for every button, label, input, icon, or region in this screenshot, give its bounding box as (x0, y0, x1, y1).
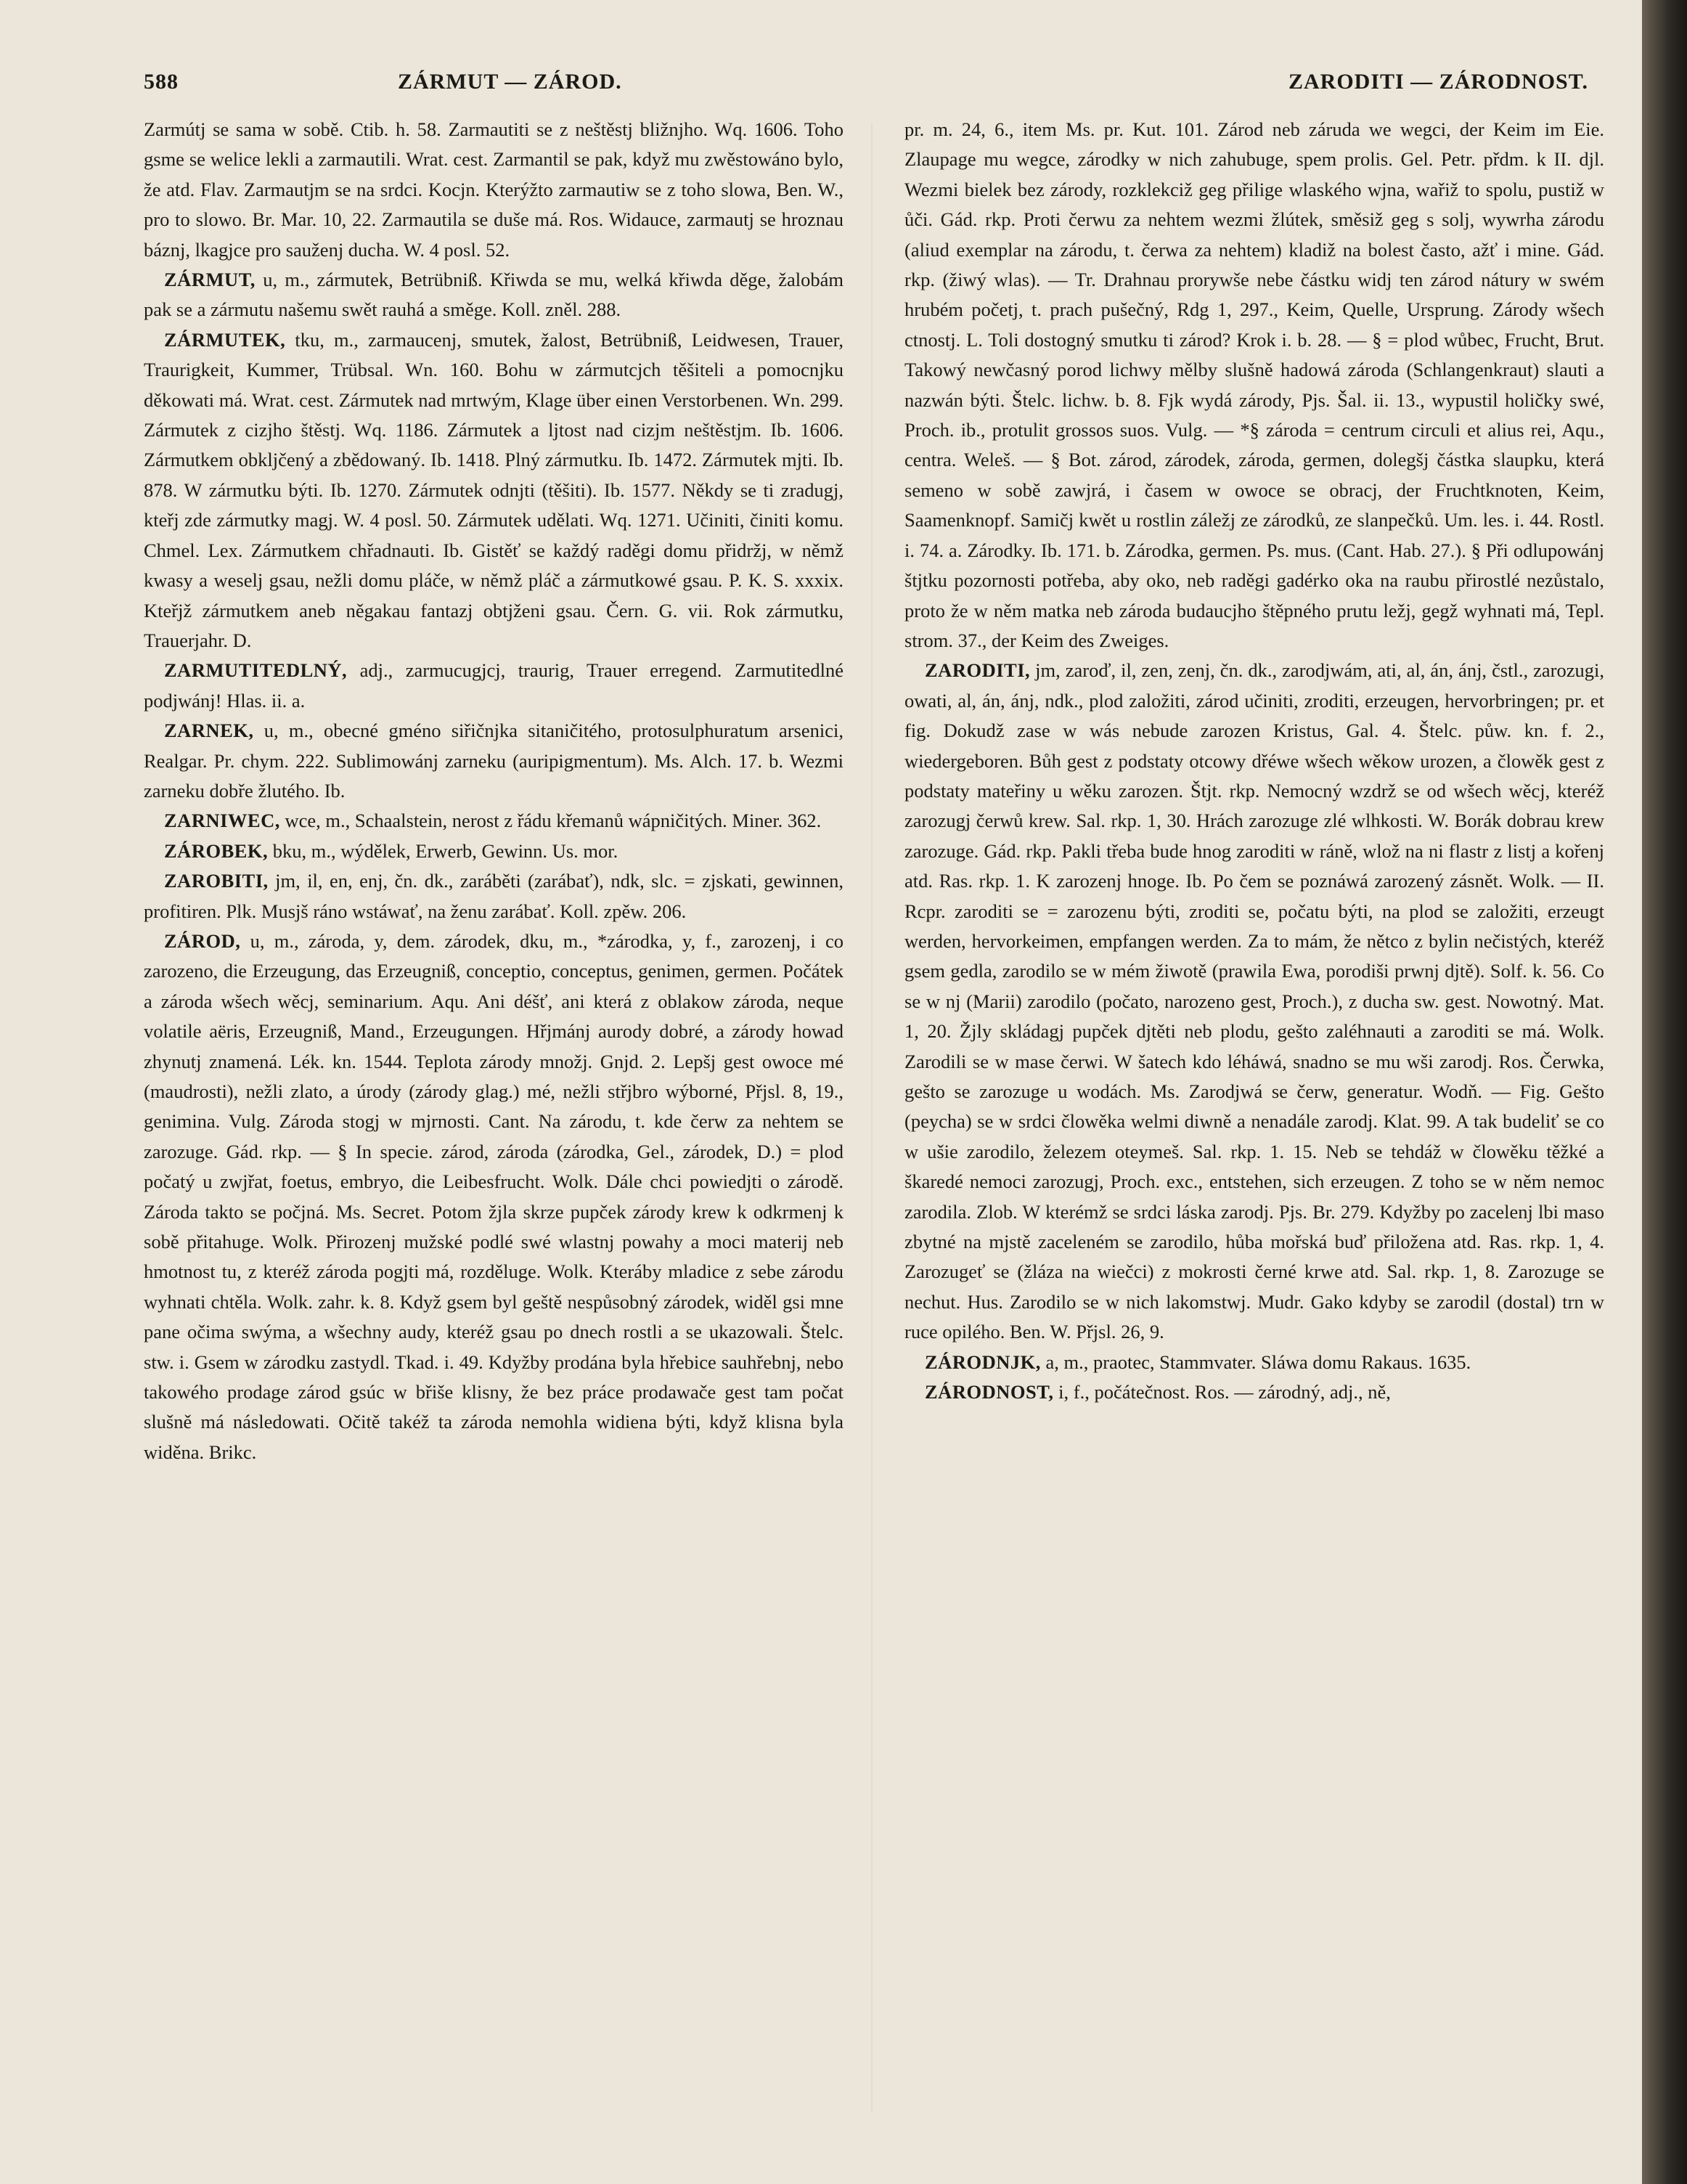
continued-entry (904, 115, 1604, 656)
left-column (144, 115, 844, 2119)
column-gutter (871, 123, 873, 2113)
entry-text: a, m., praotec, Stammvater. Sláwa domu Rakaus. 1635. (1040, 1350, 1471, 1373)
entry-text: wce, m., Schaalstein, nerost z řádu křemanů wápničitých. Miner. 362. (279, 810, 822, 832)
entry-text: tku, m., zarmaucenj, smutek, žalost, Betrübniß, Leidwesen, Trauer, Traurigkeit, Kummer, Trübsal. Wn. 160. Bohu w zármutcjch těšiteli a pomocnjku děkowati má. Wrat. cest. Zármutek nad mrtwým, Klage über einen Verstorbenen. Wn. 299. Zármutek z cizjho štěstj. Wq. 1186. Zármutek a ljtost nad cizjm neštěstjm. Ib. 1606. Zármutkem obkljčený a zbědowaný. Ib. 1418. Plný zármutku. Ib. 1472. Zármutek mjti. Ib. 878. W zármutku býti. Ib. 1270. Zármutek odnjti (těšiti). Ib. 1577. Někdy se ti zradugj, kteřj zde zármutky magj. W. 4 posl. 50. Zármutek udělati. Wq. 1271. Učiniti, činiti komu. Chmel. Lex. Zármutkem chřadnauti. Ib. Gistěť se každý raděgi domu přidržj, w němž kwasy a weselj gsau, nežli domu pláče, w němž pláč a zármutkowé gsau. P. K. S. xxxix. Kteřjž zármutkem aneb něgakau fantazj obtjženi gsau. Čern. G. vii. Rok zármutku, Trauerjahr. D. (144, 328, 844, 651)
entry-headword: ZARNEK, (164, 720, 254, 742)
dictionary-entry (144, 656, 844, 716)
right-running-title: ZARODITI — ZÁRODNOST. (1288, 70, 1588, 94)
right-column (904, 115, 1604, 2119)
entry-headword: ZARMUTITEDLNÝ, (164, 659, 348, 682)
entry-text: bku, m., wýdělek, Erwerb, Gewinn. Us. mor. (268, 839, 618, 862)
dictionary-entry (144, 836, 844, 866)
page-number: 588 (144, 70, 179, 94)
entry-text: jm, il, en, enj, čn. dk., zaráběti (zarábať), ndk, slc. = zjskati, gewinnen, profitiren. Plk. Musjš ráno wstáwať, na ženu zarábať. Koll. zpěw. 206. (144, 870, 844, 922)
running-header (144, 70, 1588, 103)
entry-headword: ZÁRODNOST, (925, 1381, 1054, 1403)
dictionary-entry (144, 806, 844, 836)
entry-headword: ZÁROBEK, (164, 839, 269, 862)
continued-entry (144, 115, 844, 265)
entry-headword: ZÁRMUTEK, (164, 328, 286, 351)
entry-headword: ZARNIWEC, (164, 810, 280, 832)
entry-text: jm, zaroď, il, zen, zenj, čn. dk., zarodjwám, ati, al, án, ánj, čstl., zarozugi, owati, al, án, ánj, ndk., plod založiti, zárod učiniti, zroditi, erzeugen, hervorbringen; pr. et fig. Dokudž zase w wás nebude zarozen Kristus, Gal. 4. Štelc. půw. kn. f. 2., wiedergeboren. Bůh gest z podstaty otcowy dřéwe wšech wěkow urozen, a člowěk gest z podstaty mateřiny u wěku zarozen. Štjt. rkp. Nemocný wzdrž se od wšech wěcj, kteréž zarozugj čerwů krew. Sal. rkp. 1, 30. Hrách zarozuge zlé wlhkosti. W. Borák dobrau krew zarozuge. Gád. rkp. Pakli třeba bude hnog zaroditi w ráně, wlož na ni flastr z listj a kořenj atd. Ras. rkp. 1. K zarozenj hnoge. Ib. Po čem se poznáwá zarozený zásnět. Wolk. — II. Rcpr. zaroditi se = zarozenu býti, zroditi se, počatu býti, na plod se založiti, erzeugt werden, hervorkeimen, empfangen werden. Za to mám, že nětco z bylin nečistých, kteréž gsem gedla, zarodilo se w mém žiwotě (prawila Ewa, porodiši prwnj djtě). Solf. k. 56. Co se w nj (Marii) zarodilo (počato, narozeno gest, Proch.), z ducha sw. gest. Nowotný. Mat. 1, 20. Žjly skládagj pupček djtěti neb plodu, gešto zaléhnauti a zaroditi se má. Wolk. Zarodili se w mase čerwi. W šatech kdo léháwá, snadno se mu wši zarodj. Ros. Čerwka, gešto se zarozuge u wodách. Ms. Zarodjwá se čerw, generatur. Wodň. — Fig. Gešto (peycha) se w srdci člowěka welmi diwně a nenadále zarodj. Klat. 99. A tak budeliť se co w ušie zarodilo, železem oteymeš. Sal. rkp. 1. 15. Neb se tehdáž w člowěku těžké a škaredé nemoci zarozugj, Proch. exc., entstehen, sich erzeugen. Z toho se w něm nemoc zarodila. Zlob. W kterémž se srdci láska zarodj. Pjs. Br. 279. Kdyžby po zacelenj lbi maso zbytné na mjstě zaceleném se zarodilo, hůba mořská buď přiložena atd. Ras. rkp. 1, 4. Zarozugeť se (žláza na wiečci) z mokrosti černé krwe atd. Sal. rkp. 1, 8. Zarozuge se nechut. Hus. Zarodilo se w nich lakomstwj. Mudr. Gako kdyby se zarodil (dostal) trn w ruce opilého. Ben. W. Přjsl. 26, 9. (904, 659, 1604, 1343)
entry-headword: ZÁRODNJK, (925, 1350, 1041, 1373)
dictionary-entry (144, 716, 844, 806)
dictionary-entry (904, 656, 1604, 1347)
dictionary-entry (904, 1348, 1604, 1377)
entry-text: u, m., zároda, y, dem. zárodek, dku, m., *zárodka, y, f., zarozenj, i co zarozeno, die Erzeugung, das Erzeugniß, conceptio, conceptus, genimen, germen. Počátek a zároda wšech wěcj, seminarium. Aqu. Ani déšť, ani která z oblakow zároda, neque volatile aëris, Erzeugniß, Mand., Erzeugungen. Hřjmánj aurody dobré, a zárody howad zhynutj znamená. Lék. kn. 1544. Teplota zárody množj. Gnjd. 2. Lepšj gest owoce mé (maudrosti), nežli zlato, a úrody (zárody glag.) mé, nežli střjbro wýborné, Přjsl. 8, 19., genimina. Vulg. Zároda stogj w mjrnosti. Cant. Na zárodu, t. kde čerw za nehtem se zarozuge. Gád. rkp. — § In specie. zárod, zároda (zárodka, Gel., zárodek, D.) = plod počatý u zwjřat, foetus, embryo, die Leibesfrucht. Wolk. Dále chci powiedjti o zárodě. Zároda takto se počjná. Ms. Secret. Potom žjla skrze pupček zárody krew k odkrmenj k sobě přitahuge. Wolk. Přirozenj mužské podlé swé wlastnj powahy a moci materij neb hmotnost tu, z kteréž zároda pogjti má, rozděluge. Wolk. Kteráby mladice z sebe zárodu wyhnati chtěla. Wolk. zahr. k. 8. Když gsem byl geště nespůsobný zárodek, widěl gsi mne pane očima swýma, a wšechny audy, kteréž gsau po dnech rostli a se ukazowali. Štelc. stw. i. Gsem w zárodku zastydl. Tkad. i. 49. Kdyžby prodána byla hřebice sauhřebnj, nebo takowého prodage zárod gsúc w břiše klisny, že bez práce prodawače gest tam počat slušně má následowati. Očitě takéž ta zároda nemohla widiena býti, když klisna byla widěna. Brikc. (144, 929, 844, 1463)
entry-text: pr. m. 24, 6., item Ms. pr. Kut. 101. Zárod neb záruda we wegci, der Keim im Eie. Zlaupage mu wegce, zárodky w nich zahubuge, spem prolis. Gel. Petr. přdm. k II. djl. Wezmi bielek bez zárody, rozklekciž geg přilige wlaského wjna, wařiž to spolu, pustiž w ůči. Gád. rkp. Proti čerwu za nehtem wezmi žlútek, směsiž geg s solj, wywrha zárodu (aliud exemplar na zárodu, t. čerwa za nehtem) kladiž na bolest často, ažť i mine. Gád. rkp. (žiwý wlas). — Tr. Drahnau prorywše nebe částku widj ten zárod nátury w swém hrubém početj, t. prach pušečný, Rdg 1, 297., Keim, Quelle, Ursprung. Zárody wšech ctnostj. L. Toli dostogný smutku ti zárod? Krok i. b. 28. — § = plod wůbec, Frucht, Brut. Takowý newčasný porod lichwy mělby slušně hadowá zároda (Schlangenkraut) slauti a nazwán býti. Štelc. lichw. b. 8. Fjk wydá zárody, Pjs. Šal. ii. 13., wypustil holičky swé, Proch. ib., protulit grossos suos. Vulg. — *§ zároda = centrum circuli et alius rei, Aqu., centra. Weleš. — § Bot. zárod, zárodek, zároda, germen, dolegšj částka slaupku, která semeno w sobě zawjrá, i časem w owoce se obracj, der Fruchtknoten, Keim, Saamenknopf. Samičj kwět u rostlin záležj ze zárodků, ze slanpečků. Um. les. i. 44. Rostl. i. 74. a. Zárodky. Ib. 171. b. Zárodka, germen. Ps. mus. (Cant. Hab. 27.). § Při odlupowánj štjtku pozornosti potřeba, aby oko, neb raděgi gadérko oka na raubu přirostlé nezůstalo, proto že w něm matka neb zároda budaucjho štěpného prutu ležj, gegž wyhnati má, Tepl. strom. 37., der Keim des Zweiges. (904, 118, 1604, 651)
binding-shadow (1642, 0, 1687, 2184)
dictionary-entry (144, 866, 844, 926)
dictionary-entry (144, 926, 844, 1467)
dictionary-entry (144, 325, 844, 656)
entry-headword: ZAROBITI, (164, 870, 269, 892)
entry-text: i, f., počátečnost. Ros. — zárodný, adj., ně, (1053, 1381, 1391, 1403)
entry-text: u, m., obecné gméno siřičnjka sitaničitého, protosulphuratum arsenici, Realgar. Pr. chym. 222. Sublimowánj zarneku (auripigmentum). Ms. Alch. 17. b. Wezmi zarneku dobře žlutého. Ib. (144, 720, 844, 802)
dictionary-entry (904, 1377, 1604, 1407)
entry-headword: ZÁROD, (164, 929, 241, 952)
entry-text: u, m., zármutek, Betrübniß. Křiwda se mu, welká křiwda děge, žalobám pak se a zármutu našemu swět rauhá a směge. Koll. zněl. 288. (144, 269, 844, 321)
entry-headword: ZARODITI, (925, 659, 1031, 682)
entry-headword: ZÁRMUT, (164, 269, 256, 291)
entry-text: Zarmútj se sama w sobě. Ctib. h. 58. Zarmautiti se z neštěstj bližnjho. Wq. 1606. Toho gsme se welice lekli a zarmautili. Wrat. cest. Zarmantil se pak, když mu zwěstowáno bylo, že atd. Flav. Zarmautjm se na srdci. Kocjn. Kterýžto zarmautiw se z toho slowa, Ben. W., pro to slowo. Br. Mar. 10, 22. Zarmautila se duše má. Ros. Widauce, zarmautj se hroznau báznj, lkagjce pro sauženj ducha. W. 4 posl. 52. (144, 118, 844, 261)
entry-text: adj., zarmucugjcj, traurig, Trauer erregend. Zarmutitedlné podjwánj! Hlas. ii. a. (144, 659, 844, 712)
dictionary-entry (144, 265, 844, 325)
left-running-title: ZÁRMUT — ZÁROD. (398, 70, 622, 94)
